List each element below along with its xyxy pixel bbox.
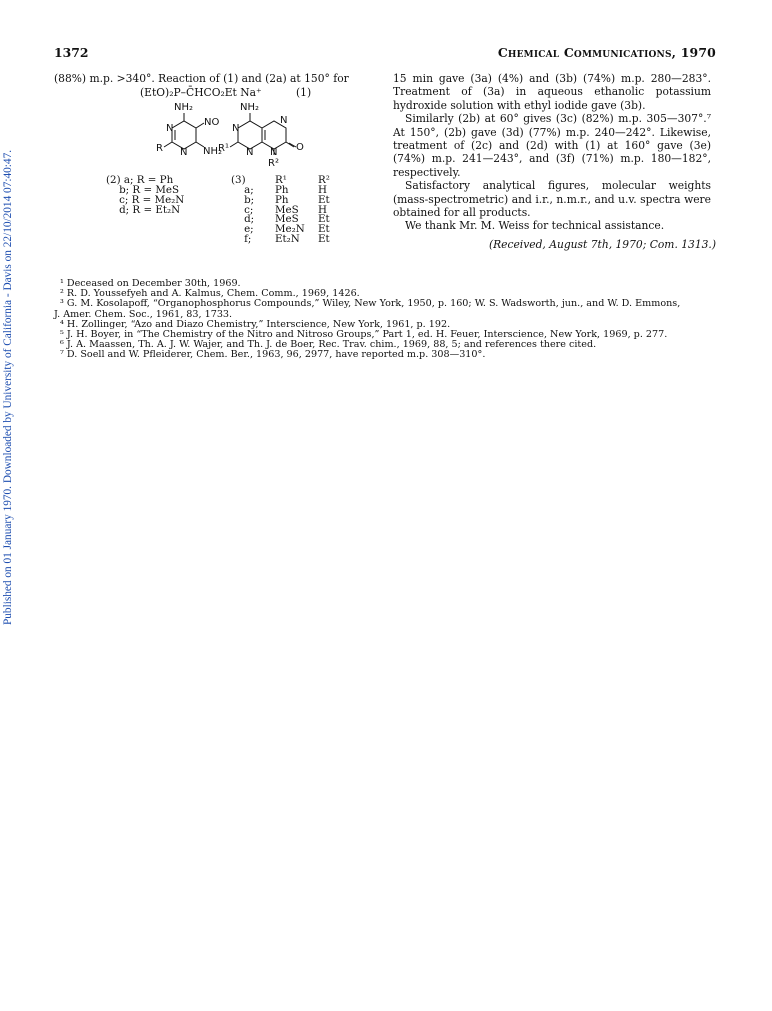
label-n: N — [246, 147, 254, 159]
label-o: O — [296, 142, 304, 154]
table-col-r1: R¹ Ph Ph MeS MeS Me₂N Et₂N — [275, 174, 305, 245]
reference-item: ³ G. M. Kosolapoff, “Organophosphorus Compounds,” Wiley, New York, 1950, p. 160; W. S. Wadsworth, jun., and W. D. Emmons, — [60, 298, 681, 310]
reference-item: ⁷ D. Soell and W. Pfleiderer, Chem. Ber., 1963, 96, 2977, have reported m.p. 308—310°. — [60, 349, 486, 361]
label-r2: R² — [268, 158, 279, 170]
page-number: 1372 — [54, 45, 89, 60]
label-n: N — [232, 123, 240, 135]
reference-item: ⁴ H. Zollinger, “Azo and Diazo Chemistry,” Interscience, New York, 1961, p. 192. — [60, 318, 451, 330]
left-text-line: (88%) m.p. >340°. Reaction of (1) and (2a) at 150° for — [54, 72, 349, 85]
formula-number: (1) — [296, 86, 312, 100]
label-r: R — [156, 143, 163, 155]
reference-item: ² R. D. Youssefyeh and A. Kalmus, Chem. Comm., 1969, 1426. — [60, 288, 360, 300]
table-col-3: (3) a; b; c; d; e; f; — [231, 174, 255, 245]
journal-header: Chemical Communications, 1970 — [497, 45, 716, 60]
paragraph: We thank Mr. M. Weiss for technical assistance. — [405, 219, 665, 233]
paragraph: Satisfactory analytical figures, molecular weights (mass-spectrometric) and i.r., n.m.r., and u.v. spectra were obtained for all products. — [393, 179, 711, 220]
received-note: (Received, August 7th, 1970; Com. 1313.) — [488, 238, 716, 251]
paragraph: Similarly (2b) at 60° gives (3c) (82%) m.p. 305—307°.⁷ At 150°, (2b) gave (3d) (77%) m.p. 240—242°. Likewise, treatment of (2c) and (2d) with (1) at 160° gave (3e) (74%) m.p. 241—243°, and (3f) (71%) m.p. 180—182°, respectively. — [393, 112, 711, 179]
bond-3-o — [286, 142, 294, 147]
reference-item: ⁶ J. A. Maassen, Th. A. J. W. Wajer, and Th. J. de Boer, Rec. Trav. chim., 1969, 88, 5; and references there cited. — [60, 339, 597, 351]
label-no: NO — [204, 117, 220, 129]
formula-text: (EtO)₂P–C̄HCO₂Et Na⁺ — [140, 86, 262, 100]
ring-3a — [238, 121, 262, 149]
label-nh2: NH₂ — [174, 102, 194, 114]
left-column — [54, 72, 384, 252]
watermark-text[interactable]: Published on 01 January 1970. Downloaded by University of California - Davis on 22/10/2014 07:40:47. — [2, 149, 14, 625]
structure-drawing — [54, 102, 384, 174]
reference-item: ⁵ J. H. Boyer, in “The Chemistry of the Nitro and Nitroso Groups,” Part 1, ed. H. Feuer, Interscience, New York, 1969, p. 277. — [60, 329, 668, 341]
bond-2-r — [164, 142, 172, 147]
bond-2-no — [196, 123, 204, 128]
reference-item: ¹ Deceased on December 30th, 1969. — [60, 278, 241, 289]
substituent-table — [54, 176, 384, 252]
label-n: N — [270, 147, 278, 159]
bond-3-r1 — [230, 142, 238, 147]
right-column — [393, 72, 711, 233]
paragraph: 15 min gave (3a) (4%) and (3b) (74%) m.p. 280—283°. Treatment of (3a) in aqueous ethanolic potassium hydroxide solution with ethyl iodide gave (3b). — [393, 72, 711, 112]
label-n: N — [180, 147, 188, 159]
ring-2 — [172, 121, 196, 149]
reference-item: J. Amer. Chem. Soc., 1961, 83, 1733. — [54, 308, 233, 320]
table-col-2: (2) a; R = Ph b; R = MeS c; R = Me₂N d; R = Et₂N — [106, 174, 185, 216]
chemical-structures — [54, 102, 384, 174]
label-n: N — [280, 115, 288, 127]
download-watermark — [0, 149, 16, 625]
formula-1 — [54, 86, 384, 100]
label-nh2: NH₂ — [240, 102, 260, 114]
label-r1: R¹ — [218, 143, 229, 155]
label-nh2: NH₂ — [203, 146, 223, 158]
label-n: N — [166, 123, 174, 135]
table-col-r2: R² H Et H Et Et Et — [318, 174, 330, 245]
references — [54, 278, 716, 361]
